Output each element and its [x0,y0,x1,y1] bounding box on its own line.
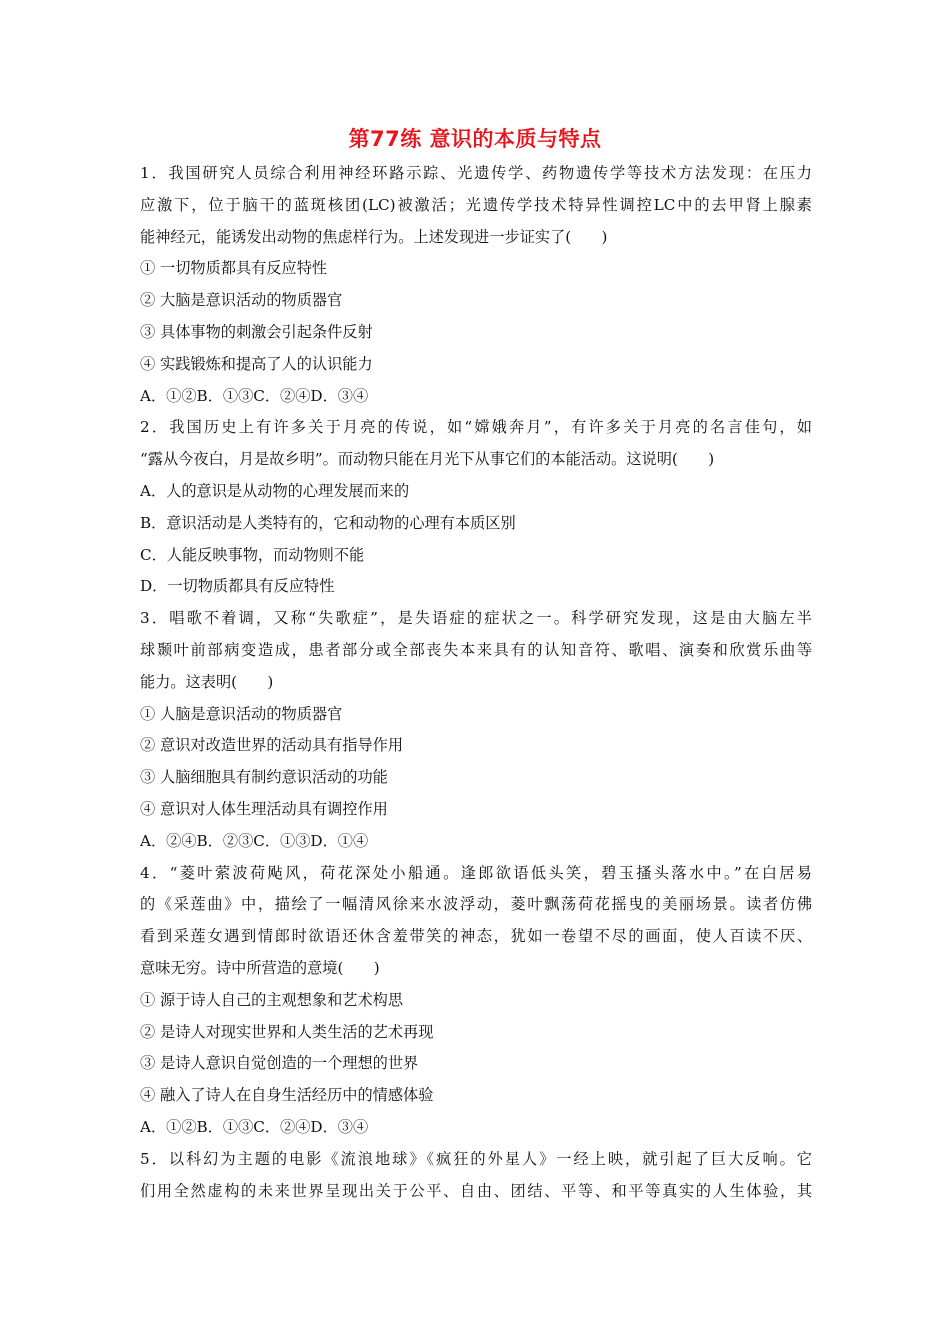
question-stem-line: 球颞叶前部病变造成，患者部分或全部丧失本来具有的认知音符、歌唱、演奏和欣赏乐曲等 [140,640,812,659]
question-stem-line: 应激下，位于脑干的蓝斑核团(LC)被激活；光遗传学技术特异性调控LC中的去甲肾上腺素 [140,195,812,214]
question-1 [140,158,812,412]
option-item: ④ 实践锻炼和提高了人的认识能力 [140,354,373,373]
option-item: C．人能反映事物，而动物则不能 [140,545,365,564]
question-list [140,158,812,1207]
question-5 [140,1144,812,1208]
option-item: ② 大脑是意识活动的物质器官 [140,291,343,310]
option-item: ④ 融入了诗人在自身生活经历中的情感体验 [140,1086,434,1105]
question-stem-line: 能力。这表明( ) [140,672,274,691]
question-3 [140,603,812,857]
question-stem-line: 1．我国研究人员综合利用神经环路示踪、光遗传学、药物遗传学等技术方法发现：在压力 [140,164,812,182]
question-stem-line: 2．我国历史上有许多关于月亮的传说，如“嫦娥奔月”，有许多关于月亮的名言佳句，如 [140,418,812,437]
option-item: ② 是诗人对现实世界和人类生活的艺术再现 [140,1022,434,1041]
option-item: ③ 人脑细胞具有制约意识活动的功能 [140,768,388,787]
option-item: ③ 具体事物的刺激会引起条件反射 [140,322,373,341]
question-stem-line: 看到采莲女遇到情郎时欲语还休含羞带笑的神态，犹如一卷望不尽的画面，使人百读不厌、 [140,927,812,946]
answer-choices: A．②④B．②③C．①③D．①④ [140,831,369,850]
option-item: ① 源于诗人自己的主观想象和艺术构思 [140,990,404,1009]
option-item: D．一切物质都具有反应特性 [140,577,335,596]
page-title: 第77练 意识的本质与特点 [348,127,602,151]
question-stem-line: 能神经元，能诱发出动物的焦虑样行为。上述发现进一步证实了( ) [140,227,608,246]
question-stem-line: 意味无穷。诗中所营造的意境( ) [140,958,380,977]
answer-choices: A．①②B．①③C．②④D．③④ [140,386,369,405]
option-item: ② 意识对改造世界的活动具有指导作用 [140,736,404,755]
option-item: ① 人脑是意识活动的物质器官 [140,704,343,723]
option-item: A．人的意识是从动物的心理发展而来的 [140,481,410,500]
question-stem-line: 的《采莲曲》中，描绘了一幅清风徐来水波浮动，菱叶飘荡荷花摇曳的美丽场景。读者仿佛 [140,895,812,914]
option-item: B．意识活动是人类特有的，它和动物的心理有本质区别 [140,513,516,532]
option-item: ④ 意识对人体生理活动具有调控作用 [140,799,388,818]
question-stem-line: 们用全然虚构的未来世界呈现出关于公平、自由、团结、平等、和平等真实的人生体验，其 [140,1181,812,1200]
answer-choices: A．①②B．①③C．②④D．③④ [140,1117,369,1136]
question-stem-line: 3．唱歌不着调，又称“失歌症”，是失语症的症状之一。科学研究发现，这是由大脑左半 [140,609,812,628]
question-stem-line: 5．以科幻为主题的电影《流浪地球》《疯狂的外星人》一经上映，就引起了巨大反响。它 [140,1149,812,1168]
question-stem-line: “露从今夜白，月是故乡明”。而动物只能在月光下从事它们的本能活动。这说明( ) [140,450,715,469]
option-item: ③ 是诗人意识自觉创造的一个理想的世界 [140,1054,419,1073]
question-2 [140,412,812,603]
option-item: ① 一切物质都具有反应特性 [140,259,328,278]
question-4 [140,858,812,1144]
question-stem-line: 4．“菱叶萦波荷飐风，荷花深处小船通。逢郎欲语低头笑，碧玉搔头落水中。”在白居易 [140,863,812,882]
